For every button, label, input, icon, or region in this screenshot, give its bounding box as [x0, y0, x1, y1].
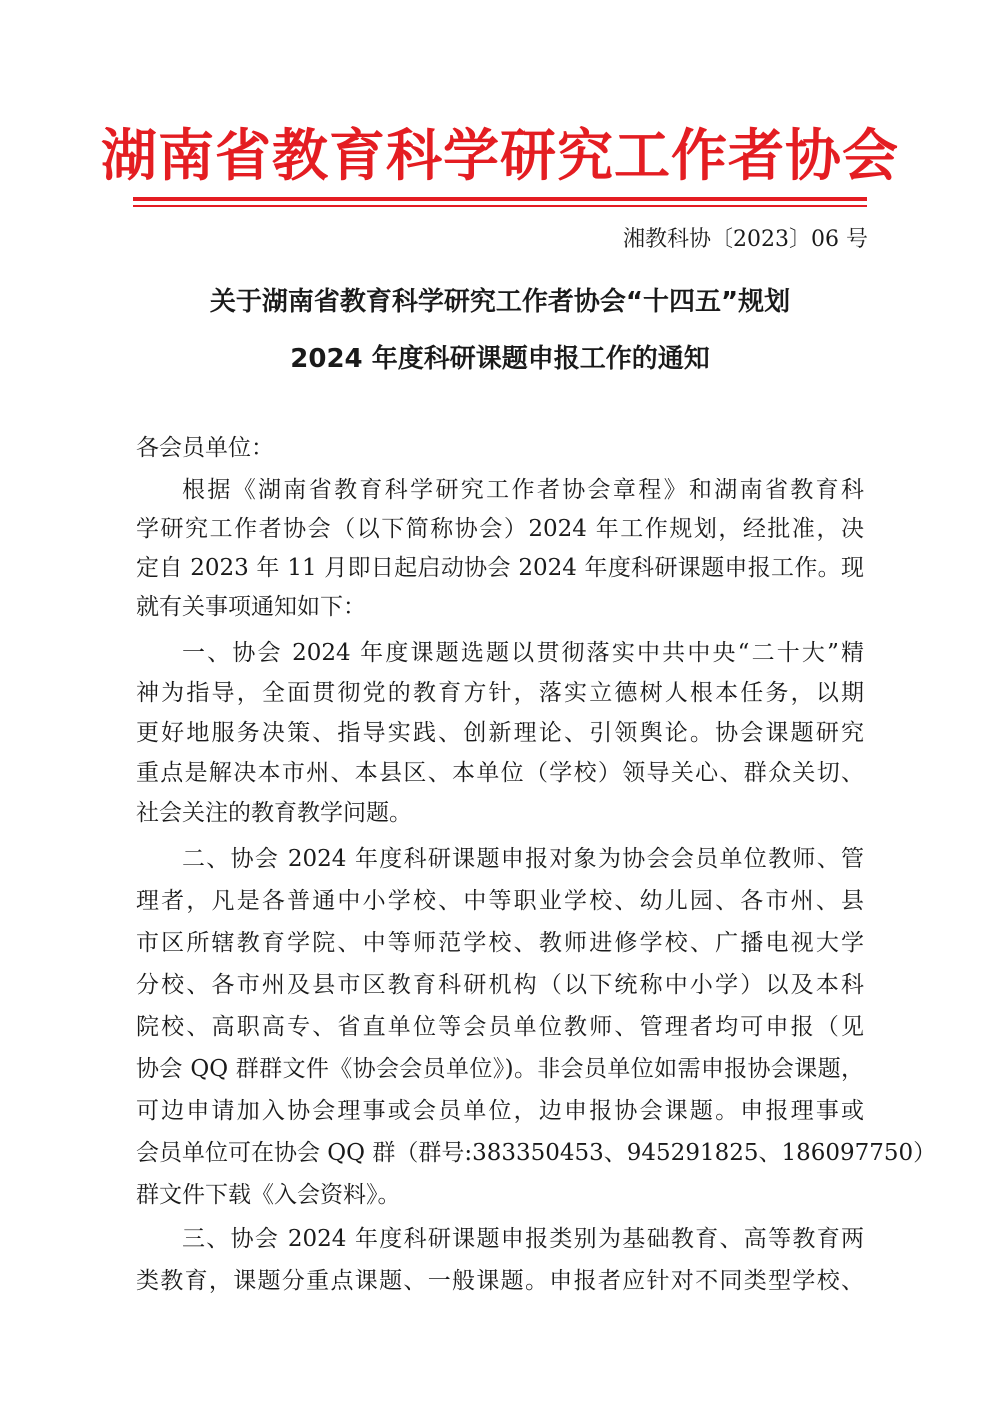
masthead-rule-thin	[133, 205, 867, 207]
notice-title-line-1: 关于湖南省教育科学研究工作者协会“十四五”规划	[209, 287, 791, 317]
masthead-rule-thick	[133, 197, 867, 201]
salutation: 各会员单位：	[136, 435, 274, 461]
body-line: 定自 2023 年 11 月即日起启动协会 2024 年度科研课题申报工作。现	[136, 555, 864, 581]
body-line: 类教育，课题分重点课题、一般课题。申报者应针对不同类型学校、	[136, 1268, 864, 1294]
body-line: 市区所辖教育学院、中等师范学校、教师进修学校、广播电视大学	[136, 930, 864, 956]
body-line: 可边申请加入协会理事或会员单位，边申报协会课题。申报理事或	[136, 1098, 864, 1124]
body-line: 理者，凡是各普通中小学校、中等职业学校、幼儿园、各市州、县	[136, 888, 864, 914]
body-line: 分校、各市州及县市区教育科研机构（以下统称中小学）以及本科	[136, 972, 864, 998]
body-line: 重点是解决本市州、本县区、本单位（学校）领导关心、群众关切、	[136, 760, 864, 786]
body-line: 三、协会 2024 年度科研课题申报类别为基础教育、高等教育两	[182, 1226, 864, 1252]
body-line: 就有关事项通知如下：	[136, 594, 366, 620]
body-line: 更好地服务决策、指导实践、创新理论、引领舆论。协会课题研究	[136, 720, 864, 746]
body-line: 院校、高职高专、省直单位等会员单位教师、管理者均可申报（见	[136, 1014, 864, 1040]
body-line: 学研究工作者协会（以下简称协会）2024 年工作规划，经批准，决	[136, 516, 864, 542]
body-line: 二、协会 2024 年度科研课题申报对象为协会会员单位教师、管	[182, 846, 864, 872]
body-line: 群文件下载《入会资料》。	[136, 1182, 401, 1208]
body-line: 会员单位可在协会 QQ 群（群号:383350453、945291825、186097750）	[136, 1140, 937, 1166]
body-line: 一、协会 2024 年度课题选题以贯彻落实中共中央“二十大”精	[182, 640, 864, 666]
body-line: 根据《湖南省教育科学研究工作者协会章程》和湖南省教育科	[182, 477, 864, 503]
notice-title-line-2: 2024 年度科研课题申报工作的通知	[290, 344, 710, 374]
body-line: 社会关注的教育教学问题。	[136, 800, 412, 826]
body-line: 神为指导，全面贯彻党的教育方针，落实立德树人根本任务，以期	[136, 680, 864, 706]
organization-masthead: 湖南省教育科学研究工作者协会	[101, 124, 899, 189]
body-line: 协会 QQ 群群文件《协会会员单位》)。非会员单位如需申报协会课题，	[136, 1056, 864, 1082]
document-number: 湘教科协〔2023〕06 号	[623, 227, 868, 252]
